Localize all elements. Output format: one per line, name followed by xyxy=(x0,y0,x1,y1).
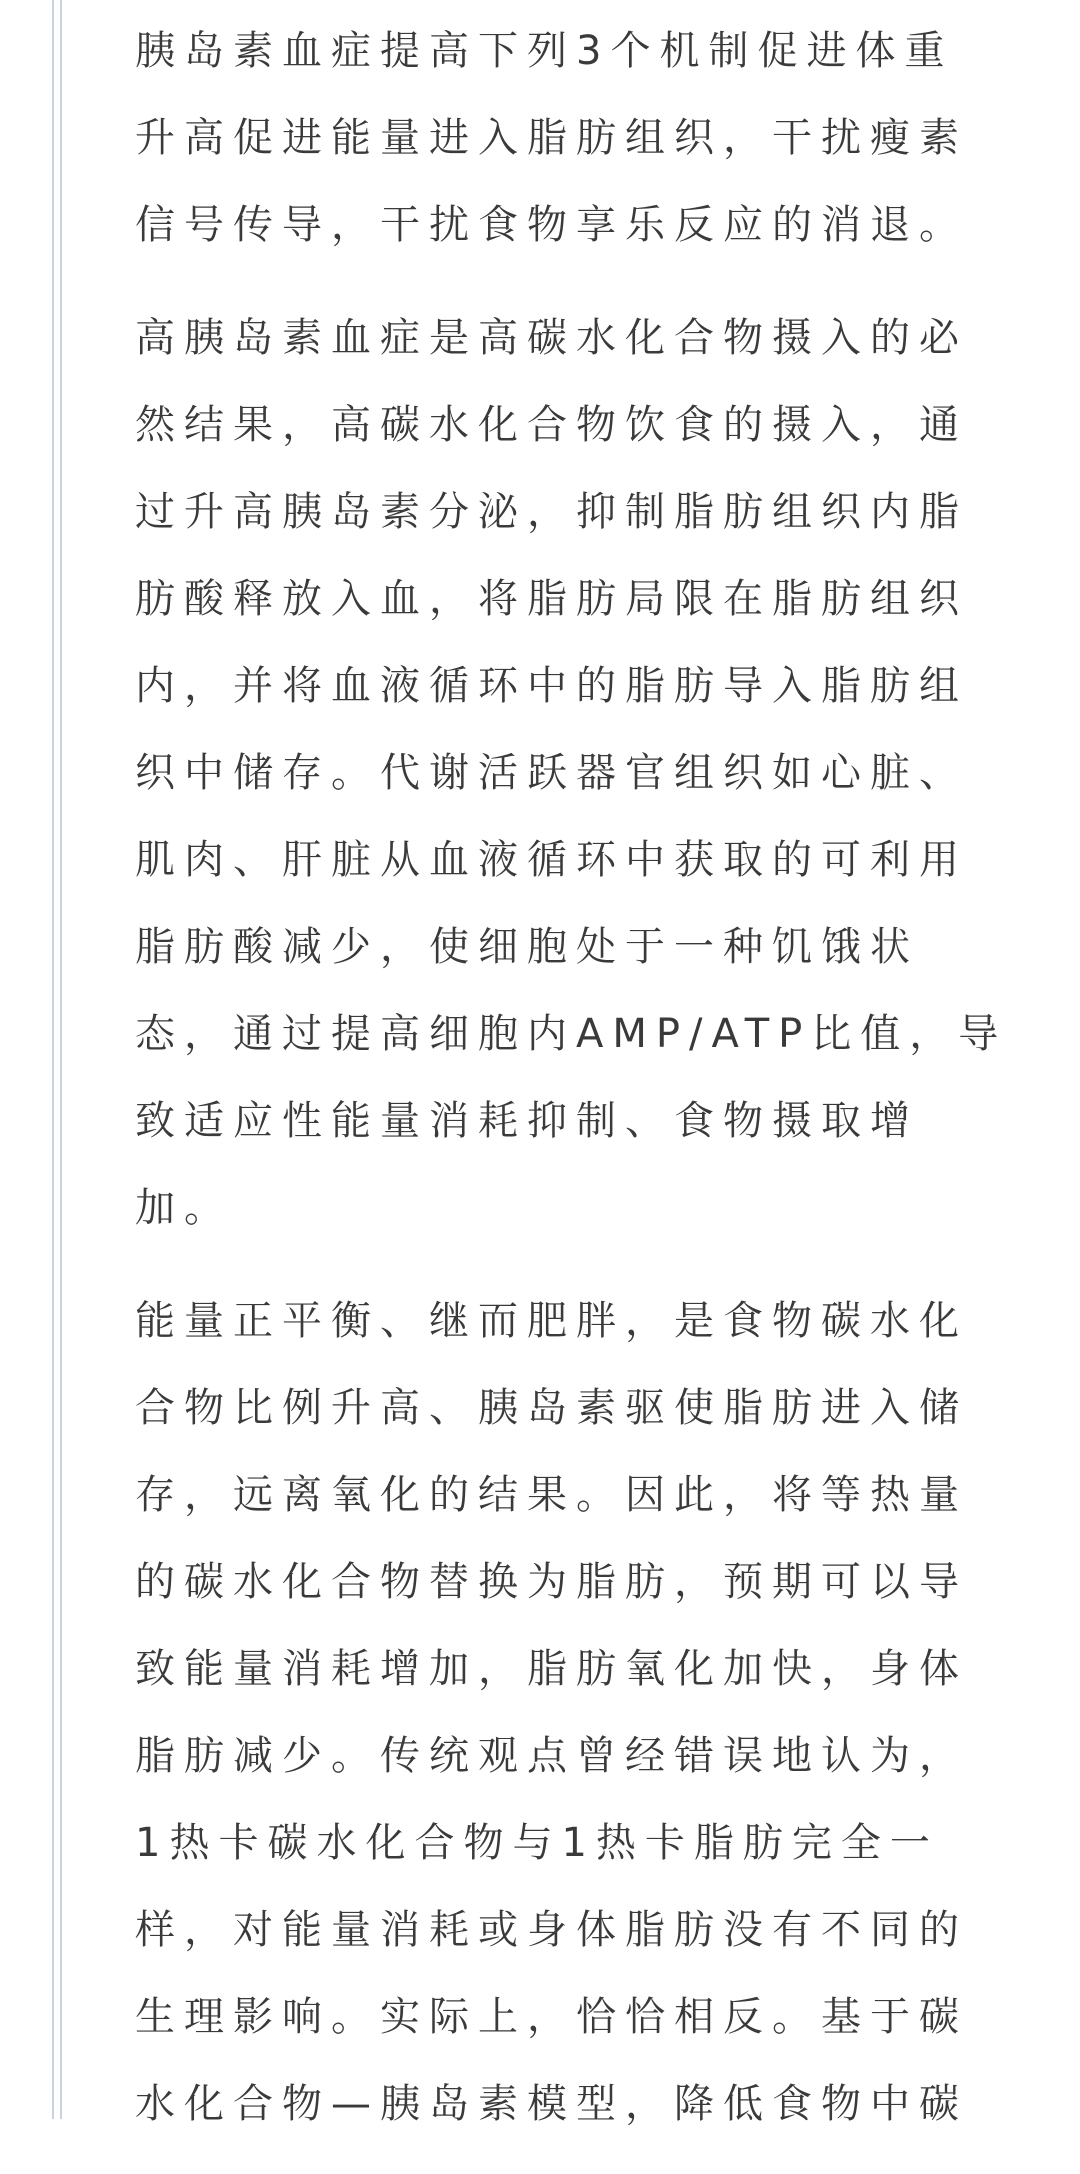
article-body xyxy=(135,8,1008,2174)
text-line: 脂肪减少。传统观点曾经错误地认为， xyxy=(135,1733,968,1779)
text-line: 胰岛素血症提高下列3个机制促进体重 xyxy=(135,28,954,74)
text-line: 高胰岛素血症是高碳水化合物摄入的必 xyxy=(135,315,968,361)
text-line: 的碳水化合物替换为脂肪，预期可以导 xyxy=(135,1559,968,1605)
text-line: 水化合物—胰岛素模型，降低食物中碳 xyxy=(135,2081,968,2127)
text-line: 然结果，高碳水化合物饮食的摄入，通 xyxy=(135,402,968,448)
text-line: 脂肪酸减少，使细胞处于一种饥饿状 xyxy=(135,924,919,970)
page-border-line-left xyxy=(52,0,54,2119)
text-line: 致能量消耗增加，脂肪氧化加快，身体 xyxy=(135,1646,968,1692)
paragraph-3 xyxy=(135,1278,995,2148)
text-line: 内，并将血液循环中的脂肪导入脂肪组 xyxy=(135,663,968,709)
text-line: 升高促进能量进入脂肪组织，干扰瘦素 xyxy=(135,115,968,161)
text-line: 加。 xyxy=(135,1185,233,1231)
text-line: 信号传导，干扰食物享乐反应的消退。 xyxy=(135,202,968,248)
text-line: 合物比例升高、胰岛素驱使脂肪进入储 xyxy=(135,1385,968,1431)
text-line: 能量正平衡、继而肥胖，是食物碳水化 xyxy=(135,1298,968,1344)
text-line: 态，通过提高细胞内AMP/ATP比值，导 xyxy=(135,1011,1008,1057)
text-line: 生理影响。实际上，恰恰相反。基于碳 xyxy=(135,1994,968,2040)
text-line: 1热卡碳水化合物与1热卡脂肪完全一 xyxy=(135,1820,939,1866)
paragraph-2 xyxy=(135,295,1008,1252)
paragraph-1 xyxy=(135,8,995,269)
text-line: 肪酸释放入血，将脂肪局限在脂肪组织 xyxy=(135,576,968,622)
text-line: 织中储存。代谢活跃器官组织如心脏、 xyxy=(135,750,968,796)
text-line: 存，远离氧化的结果。因此，将等热量 xyxy=(135,1472,968,1518)
text-line: 肌肉、肝脏从血液循环中获取的可利用 xyxy=(135,837,968,883)
text-line: 致适应性能量消耗抑制、食物摄取增 xyxy=(135,1098,919,1144)
page-border-line-right xyxy=(60,0,62,2119)
text-line: 过升高胰岛素分泌，抑制脂肪组织内脂 xyxy=(135,489,968,535)
text-line: 样，对能量消耗或身体脂肪没有不同的 xyxy=(135,1907,968,1953)
